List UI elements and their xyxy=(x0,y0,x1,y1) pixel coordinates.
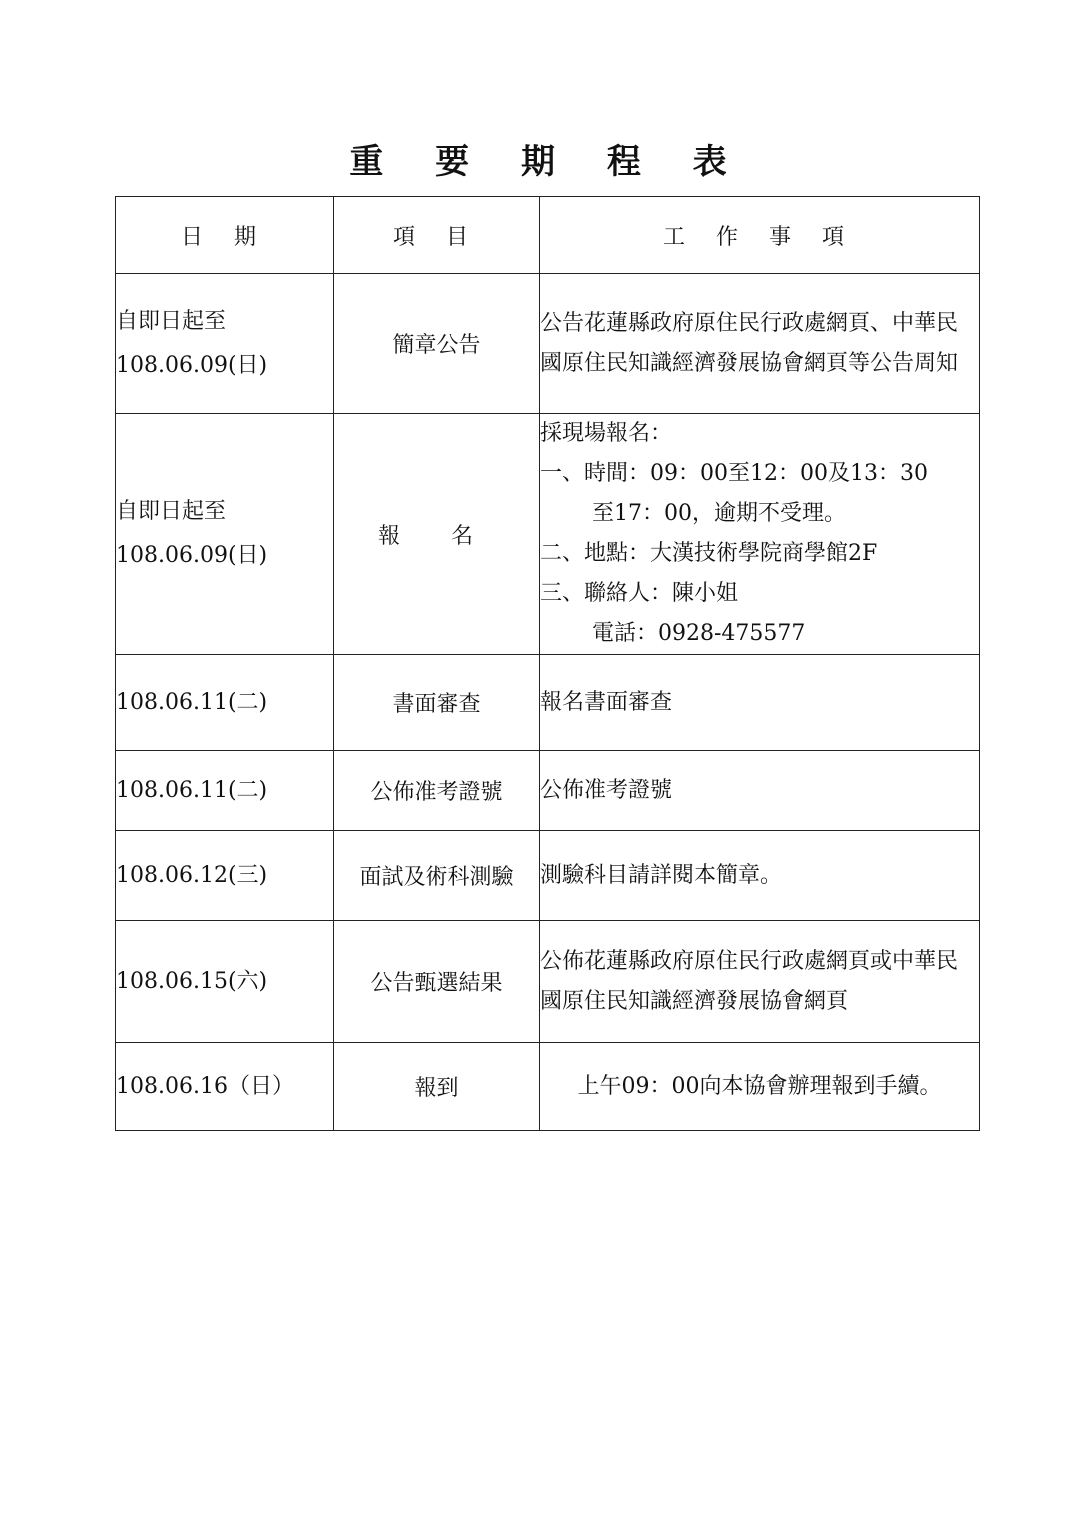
date-cell: 108.06.11(二) xyxy=(116,655,334,751)
work-line: 二、地點：大漢技術學院商學館2F xyxy=(540,541,878,566)
date-cell: 108.06.16（日） xyxy=(116,1043,334,1131)
item-cell: 公告甄選結果 xyxy=(334,921,540,1043)
item-cell: 報到 xyxy=(334,1043,540,1131)
work-cell: 公佈准考證號 xyxy=(540,751,980,831)
work-line: 一、時間：09：00至12：00及13：30 xyxy=(540,461,928,486)
work-cell: 測驗科目請詳閱本簡章。 xyxy=(540,831,980,921)
date-cell: 108.06.15(六) xyxy=(116,921,334,1043)
work-cell: 上午09：00向本協會辦理報到手續。 xyxy=(540,1043,980,1131)
date-line: 108.06.09(日) xyxy=(116,543,268,568)
item-cell: 面試及術科測驗 xyxy=(334,831,540,921)
page-title: 重 要 期 程 表 xyxy=(349,142,747,182)
header-item: 項 目 xyxy=(334,197,540,274)
work-cell: 公佈花蓮縣政府原住民行政處網頁或中華民國原住民知識經濟發展協會網頁 xyxy=(540,921,980,1043)
date-cell xyxy=(116,274,334,414)
work-line: 採現場報名： xyxy=(540,421,673,446)
schedule-table xyxy=(115,196,980,1131)
date-cell: 108.06.11(二) xyxy=(116,751,334,831)
header-date: 日 期 xyxy=(116,197,334,274)
date-line: 108.06.09(日) xyxy=(116,352,268,378)
table-row xyxy=(116,274,980,414)
date-line: 自即日起至 xyxy=(116,308,227,334)
table-header-row xyxy=(116,197,980,274)
work-line: 三、聯絡人：陳小姐 xyxy=(540,581,739,606)
item-cell: 書面審查 xyxy=(334,655,540,751)
work-cell xyxy=(540,414,980,655)
work-line: 電話：0928-475577 xyxy=(592,621,806,646)
work-line: 至17：00，逾期不受理。 xyxy=(592,501,846,526)
table-row xyxy=(116,1043,980,1131)
item-cell: 公佈准考證號 xyxy=(334,751,540,831)
table-row xyxy=(116,414,980,655)
table-row xyxy=(116,655,980,751)
table-row xyxy=(116,921,980,1043)
date-cell: 108.06.12(三) xyxy=(116,831,334,921)
table-row xyxy=(116,831,980,921)
date-line: 自即日起至 xyxy=(116,499,227,524)
table-row xyxy=(116,751,980,831)
header-work: 工 作 事 項 xyxy=(540,197,980,274)
work-cell: 報名書面審查 xyxy=(540,655,980,751)
date-cell xyxy=(116,414,334,655)
item-cell: 簡章公告 xyxy=(334,274,540,414)
work-cell: 公告花蓮縣政府原住民行政處網頁、中華民國原住民知識經濟發展協會網頁等公告周知 xyxy=(540,274,980,414)
item-cell: 報 名 xyxy=(334,414,540,655)
